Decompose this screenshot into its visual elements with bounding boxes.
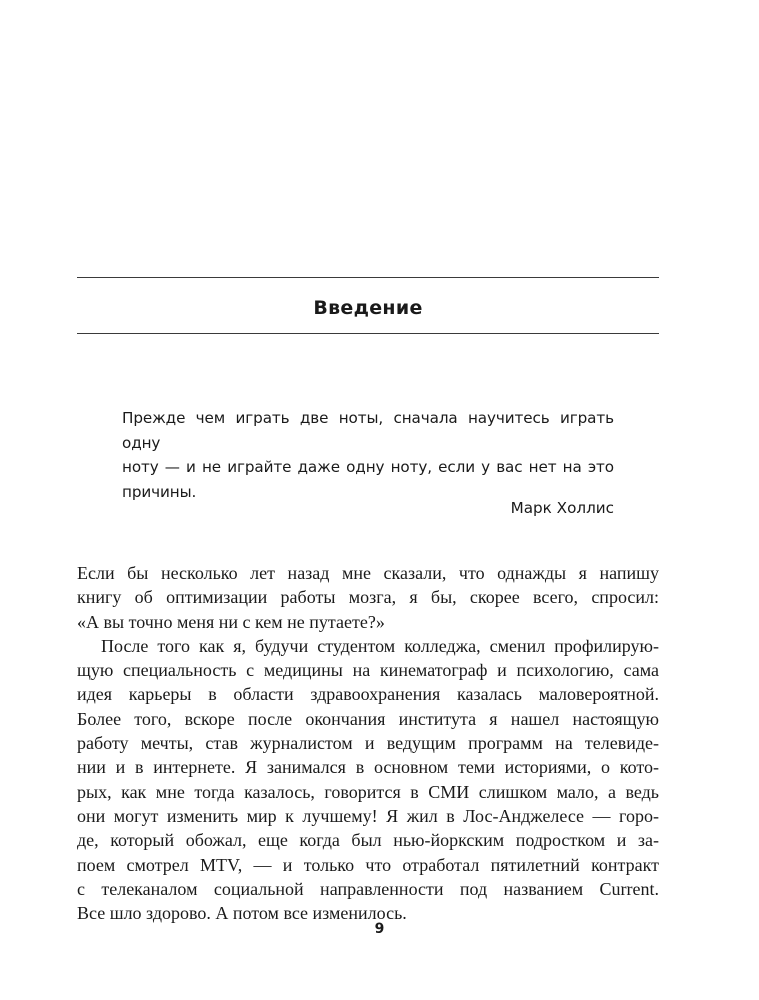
epigraph-line: ноту — и не играйте даже одну ноту, если у вас нет на это <box>122 458 614 476</box>
body-line: После того как я, будучи студентом колледжа, сменил профилирую- <box>101 635 659 656</box>
body-line: Все шло здорово. А потом все изменилось. <box>77 903 407 924</box>
epigraph-line: Прежде чем играть две ноты, сначала научитесь играть одну <box>122 409 614 452</box>
chapter-rule-bottom <box>77 333 659 334</box>
chapter-rule-top <box>77 277 659 278</box>
body-line: работу мечты, став журналистом и ведущим программ на телевиде- <box>77 733 659 754</box>
body-line: нии и в интернете. Я занимался в основном теми историями, о кото- <box>77 757 659 778</box>
page-number: 9 <box>374 921 385 937</box>
chapter-title: Введение <box>313 297 423 319</box>
body-line: щую специальность с медицины на кинематограф и психологию, сама <box>77 660 659 681</box>
body-line: они могут изменить мир к лучшему! Я жил в Лос-Анджелесе — горо- <box>77 805 659 826</box>
body-line: с телеканалом социальной направленности под названием Current. <box>77 878 659 899</box>
body-line: де, который обожал, еще когда был нью-йоркским подростком и за- <box>77 830 659 851</box>
body-line: «А вы точно меня ни с кем не путаете?» <box>77 611 385 632</box>
body-line: Более того, вскоре после окончания института я нашел настоящую <box>77 708 659 729</box>
body-line: поем смотрел MTV, — и только что отработал пятилетний контракт <box>77 854 659 875</box>
epigraph <box>122 406 614 504</box>
body-line: книгу об оптимизации работы мозга, я бы, скорее всего, спросил: <box>77 587 659 608</box>
body-line: идея карьеры в области здравоохранения казалась маловероятной. <box>77 684 659 705</box>
body-line: Если бы несколько лет назад мне сказали, что однажды я напишу <box>77 563 659 583</box>
body-text <box>77 561 659 925</box>
epigraph-author: Марк Холлис <box>510 499 614 517</box>
epigraph-line: причины. <box>122 482 197 501</box>
body-line: рых, как мне тогда казалось, говорится в СМИ слишком мало, а ведь <box>77 781 659 802</box>
